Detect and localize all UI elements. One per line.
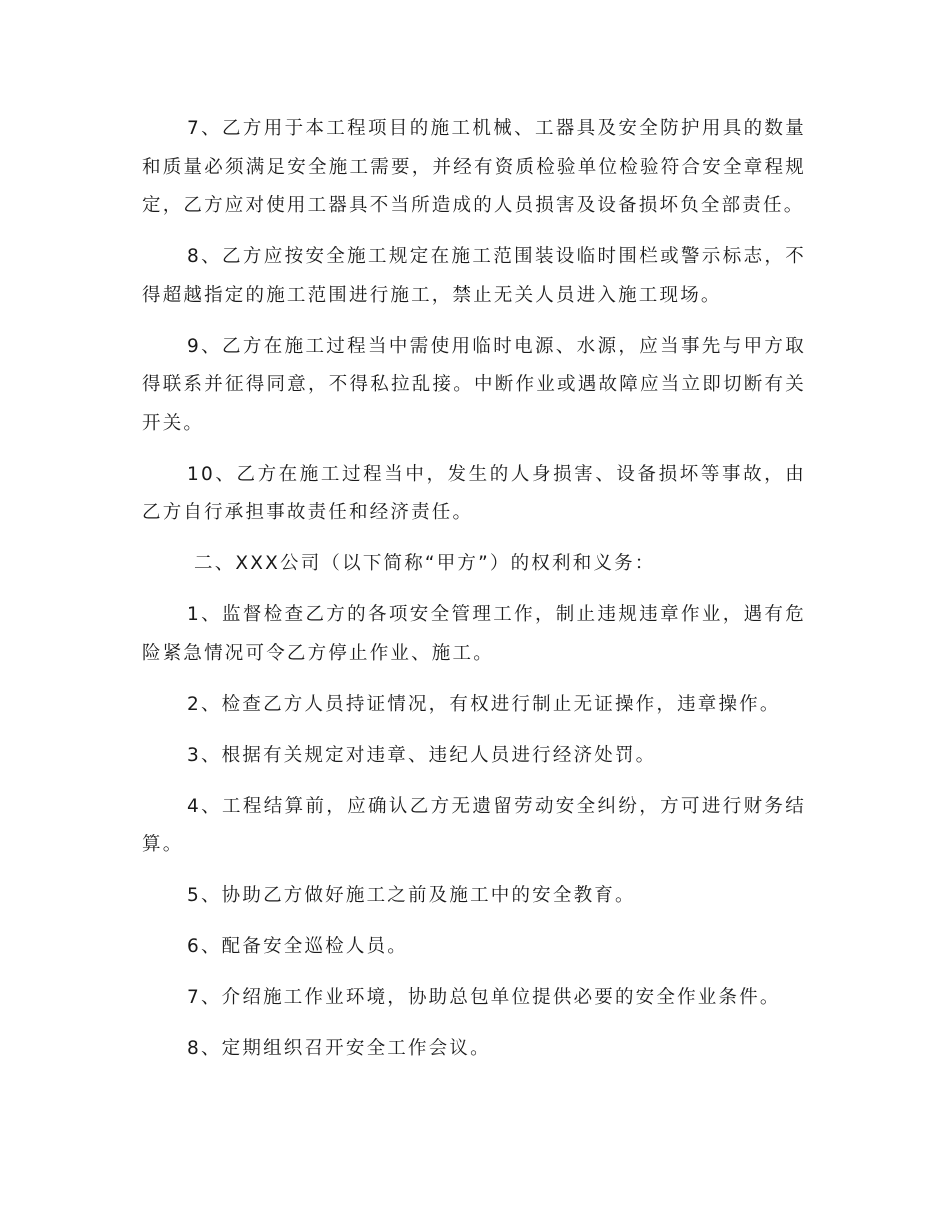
paragraph-clause-8-party-a: 8、定期组织召开安全工作会议。 [187,1038,491,1059]
paragraph-clause-3-party-a: 3、根据有关规定对违章、违纪人员进行经济处罚。 [187,744,657,766]
paragraph-clause-9-party-b: 9、乙方在施工过程当中需使用临时电源、水源，应当事先与甲方取得联系并征得同意，不得私拉乱接。中断作业或遇故障应当立即切断有关开关。 [142,335,806,434]
paragraph-clause-2-party-a: 2、检查乙方人员持证情况，有权进行制止无证操作，违章操作。 [187,693,781,715]
paragraph-clause-7-party-b: 7、乙方用于本工程项目的施工机械、工器具及安全防护用具的数量和质量必须满足安全施工需要，并经有资质检验单位检验符合安全章程规定，乙方应对使用工器具不当所造成的人员损害及设备损坏负全部责任。 [142,118,806,216]
paragraph-clause-1-party-a: 1、监督检查乙方的各项安全管理工作，制止违规违章作业，遇有危险紧急情况可令乙方停止作业、施工。 [142,604,806,664]
paragraph-clause-5-party-a: 5、协助乙方做好施工之前及施工中的安全教育。 [187,885,636,906]
paragraph-clause-8-party-b: 8、乙方应按安全施工规定在施工范围装设临时围栏或警示标志，不得超越指定的施工范围进行施工，禁止无关人员进入施工现场。 [142,246,806,306]
paragraph-clause-4-party-a: 4、工程结算前，应确认乙方无遗留劳动安全纠纷，方可进行财务结算。 [142,795,806,855]
paragraph-clause-10-party-b: 10、乙方在施工过程当中，发生的人身损害、设备损坏等事故，由乙方自行承担事故责任和经济责任。 [142,463,806,523]
paragraph-clause-7-party-a: 7、介绍施工作业环境，协助总包单位提供必要的安全作业条件。 [187,987,781,1008]
paragraph-clause-6-party-a: 6、配备安全巡检人员。 [187,936,408,957]
section-heading-party-a: 二、XXX公司（以下简称“甲方”）的权利和义务： [194,553,656,574]
